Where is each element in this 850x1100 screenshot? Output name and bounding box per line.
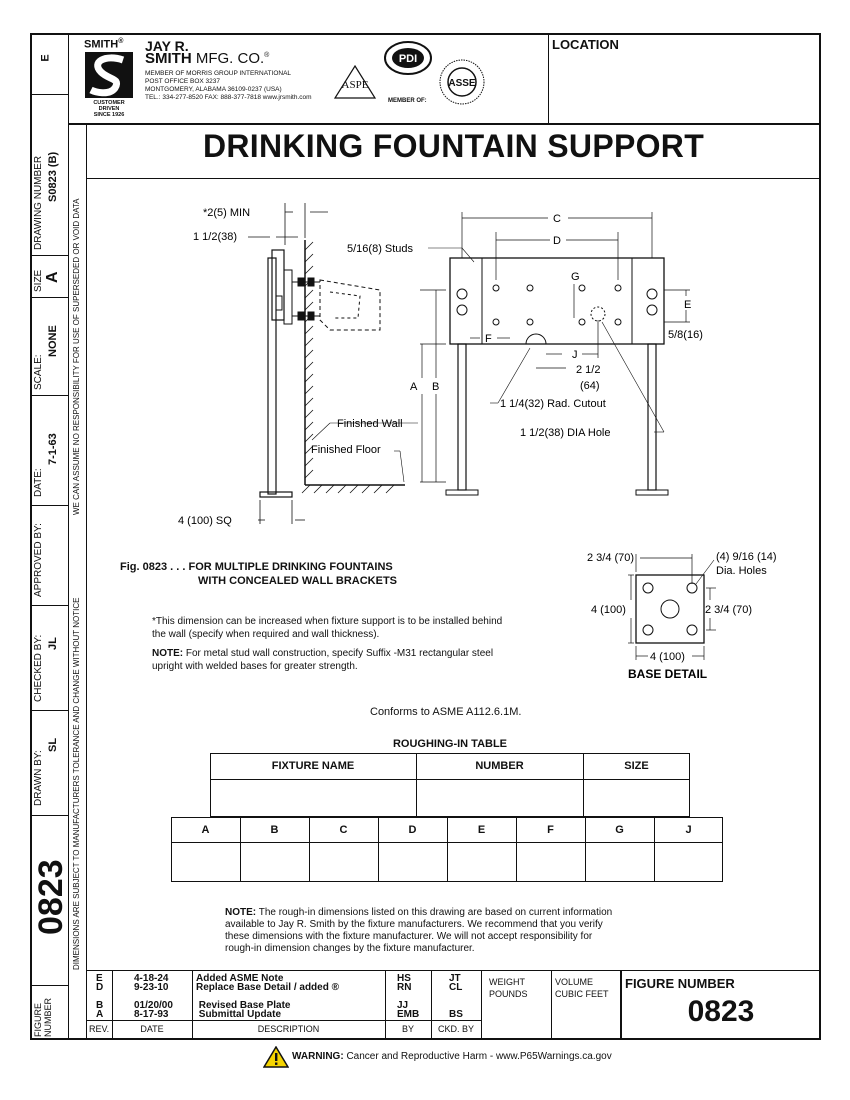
note-dimension: *This dimension can be increased when fixture support is to be installed behind the wall (specify when required and wall thickness).: [152, 616, 503, 640]
svg-text:5/8(16): 5/8(16): [668, 329, 703, 341]
checked-value: JL: [47, 637, 59, 650]
company-address: MEMBER OF MORRIS GROUP INTERNATIONAL POST OFFICE BOX 3237 MONTGOMERY, ALABAMA 36109-0237 (USA) TEL.: 334-277-8520 FAX: 888-377-7818 www.jrsmith.com: [145, 70, 312, 101]
col-description: DESCRIPTION: [257, 1024, 320, 1034]
svg-text:D: D: [553, 235, 561, 247]
page-title: DRINKING FOUNTAIN SUPPORT: [202, 128, 705, 164]
conforms-note: Conforms to ASME A112.6.1M.: [370, 706, 522, 718]
member-of-label: MEMBER OF:: [388, 98, 427, 104]
svg-text:2 3/4 (70): 2 3/4 (70): [705, 604, 753, 616]
note-metal-stud: NOTE: For metal stud wall construction, specify Suffix -M31 rectangular steel upright with welded bases for greater strength.: [152, 648, 494, 672]
dim-col-f: F: [547, 823, 554, 836]
company-name-1: JAY R.: [145, 38, 189, 54]
col-rev: REV.: [89, 1024, 110, 1034]
logo-tagline: CUSTOMER DRIVEN SINCE 1926: [93, 100, 125, 118]
figure-number: 0823: [687, 995, 755, 1028]
roughing-title: ROUGHING-IN TABLE: [392, 738, 508, 750]
size-value: A: [44, 271, 61, 283]
figure-number-vertical: 0823: [32, 859, 70, 935]
svg-text:C: C: [553, 213, 561, 225]
date-value: 7-1-63: [47, 433, 59, 465]
svg-text:F: F: [485, 333, 492, 345]
svg-text:G: G: [571, 271, 580, 283]
base-detail-drawing: [580, 545, 790, 685]
svg-text:Finished Wall: Finished Wall: [337, 418, 403, 430]
scale-label: SCALE:: [33, 354, 44, 390]
warning-icon: [263, 1046, 289, 1068]
dim-col-e: E: [477, 823, 486, 836]
warning-text: WARNING: Cancer and Reproductive Harm - www.P65Warnings.ca.gov: [292, 1051, 612, 1062]
svg-text:1 1/2(38): 1 1/2(38): [193, 231, 238, 243]
disclaimer-void-data: WE CAN ASSUME NO RESPONSIBILITY FOR USE OF SUPERSEDED OR VOID DATA: [72, 198, 81, 515]
svg-text:4 (100): 4 (100): [591, 604, 626, 616]
svg-text:Finished Floor: Finished Floor: [311, 444, 381, 456]
header-number: NUMBER: [475, 760, 524, 772]
svg-text:4 (100) SQ: 4 (100) SQ: [178, 515, 232, 527]
aspe-logo: [333, 64, 377, 102]
header-size: SIZE: [624, 760, 649, 772]
support-drawing: [86, 180, 821, 540]
svg-text:E: E: [684, 299, 692, 311]
pdi-logo: [383, 40, 433, 76]
svg-text:Dia. Holes: Dia. Holes: [716, 565, 767, 577]
disclaimer-tolerance: DIMENSIONS ARE SUBJECT TO MANUFACTURERS TOLERANCE AND CHANGE WITHOUT NOTICE: [72, 597, 81, 970]
dim-col-b: B: [270, 823, 279, 836]
drawing-number-label: DRAWING NUMBER: [33, 155, 44, 250]
checked-label: CHECKED BY:: [33, 634, 44, 702]
smith-s-logo: [85, 52, 133, 98]
front-view: [420, 212, 690, 495]
drawn-value: SL: [47, 737, 59, 752]
date-label: DATE:: [33, 468, 44, 497]
approved-label: APPROVED BY:: [33, 523, 44, 597]
rev-ckd: JT CL BS: [449, 973, 463, 1020]
location-label: LOCATION: [552, 37, 619, 52]
note-rough-in: NOTE: The rough-in dimensions listed on this drawing are based on current information available to Jay R. Smith by the fixture manufacturers. We recommend that you verify these dimensions with the fixture manufacturer. We will not accept responsibility for rough-in dimension changes by the fixture manufacturer.: [225, 907, 613, 954]
dim-col-j: J: [685, 823, 692, 836]
svg-text:ASSE: ASSE: [448, 78, 476, 89]
svg-text:ASPE: ASPE: [341, 79, 369, 91]
dim-col-d: D: [408, 823, 417, 836]
svg-text:PDI: PDI: [398, 53, 418, 65]
svg-text:*2(5) MIN: *2(5) MIN: [203, 207, 251, 219]
svg-text:5/16(8) Studs: 5/16(8) Studs: [347, 243, 414, 255]
rev-descriptions: Added ASME Note Replace Base Detail / added ® Revised Base Plate Submittal Update: [196, 973, 339, 1020]
svg-text:B: B: [432, 381, 440, 393]
svg-text:(4) 9/16 (14): (4) 9/16 (14): [716, 551, 777, 563]
asse-logo: [438, 58, 486, 106]
company-name-2: SMITH MFG. CO.®: [145, 50, 270, 67]
dim-col-g: G: [615, 823, 624, 836]
col-by: BY: [401, 1024, 414, 1034]
col-ckd: CKD. BY: [437, 1024, 474, 1034]
dim-col-c: C: [339, 823, 348, 836]
col-date: DATE: [140, 1024, 164, 1034]
rev-dates: 4-18-24 9-23-10 01/20/00 8-17-93: [134, 973, 173, 1020]
svg-text:1 1/4(32) Rad. Cutout: 1 1/4(32) Rad. Cutout: [500, 398, 606, 410]
svg-text:(64): (64): [580, 380, 600, 392]
drawn-label: DRAWN BY:: [33, 750, 44, 806]
svg-text:2 3/4 (70): 2 3/4 (70): [587, 552, 635, 564]
svg-text:2 1/2: 2 1/2: [576, 364, 601, 376]
size-label: SIZE: [33, 269, 44, 292]
svg-text:1 1/2(38) DIA Hole: 1 1/2(38) DIA Hole: [520, 427, 611, 439]
svg-text:BASE DETAIL: BASE DETAIL: [628, 667, 708, 681]
logo-smith-label: SMITH®: [84, 38, 124, 51]
rev-by: HS RN JJ EMB: [397, 973, 420, 1020]
dim-col-a: A: [201, 823, 210, 836]
header-fixture-name: FIXTURE NAME: [271, 760, 355, 772]
figure-label-vertical: FIGURE NUMBER: [33, 997, 53, 1037]
volume-label: VOLUME CUBIC FEET: [555, 977, 609, 999]
rev-letters: E D B A: [96, 973, 104, 1020]
svg-text:J: J: [572, 349, 578, 361]
figure-number-label: FIGURE NUMBER: [625, 976, 735, 991]
drawing-number: S0823 (B): [47, 151, 59, 202]
scale-value: NONE: [47, 325, 59, 357]
weight-label: WEIGHT POUNDS: [489, 977, 528, 999]
figure-caption: Fig. 0823 . . . FOR MULTIPLE DRINKING FOUNTAINS WITH CONCEALED WALL BRACKETS: [120, 561, 398, 587]
svg-text:A: A: [410, 381, 418, 393]
rev-letter: E: [39, 54, 52, 62]
svg-text:4 (100): 4 (100): [650, 651, 685, 663]
